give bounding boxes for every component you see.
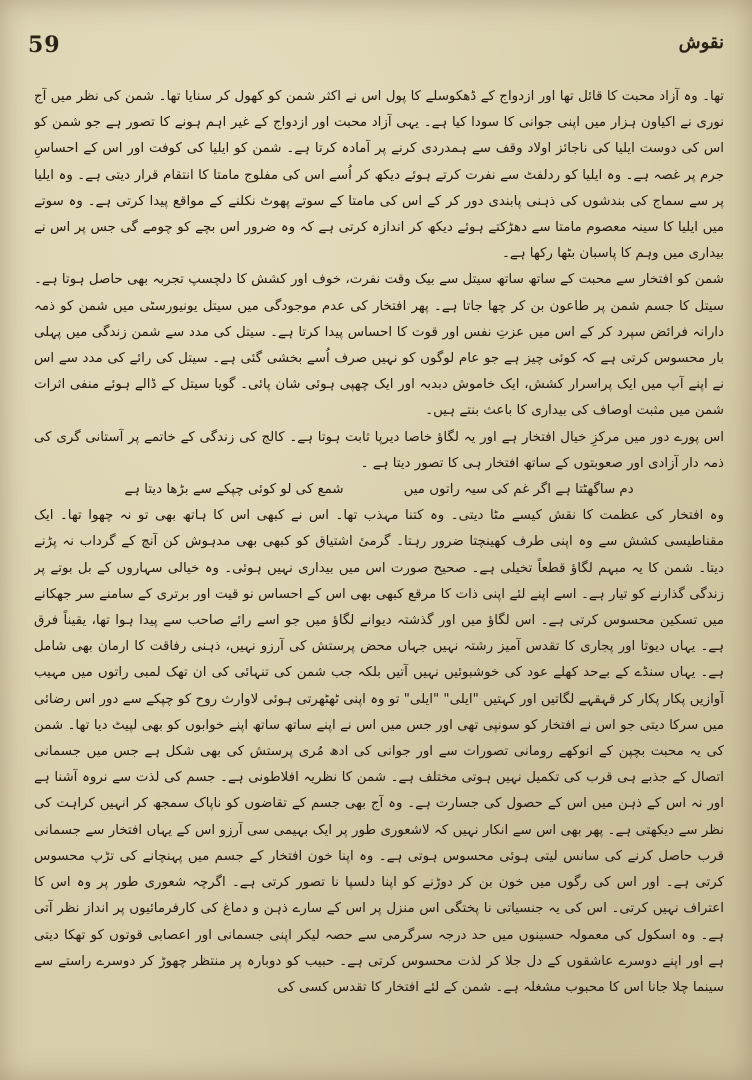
verse-couplet [34, 477, 724, 503]
paragraph-2: شمن کو افتخار سے محبت کے ساتھ ساتھ سیتل سے بیک وقت نفرت، خوف اور کشش کا دلچسپ تجربہ بھی حاصل ہوتا ہے۔ سیتل کا جسم شمن پر طاعون بن کر چھا جاتا ہے۔ پھر افتخار کی عدم موجودگی میں سیتل یونیورسٹی میں شمن کو ذمہ دارانہ فرائض سپرد کر کے اس میں عزتِ نفس اور قوت کا احساس پیدا کرتا ہے۔ سیتل کی مدد سے شمن زندگی میں پہلی بار محسوس کرتی ہے کہ کوئی چیز ہے جو عام لوگوں کو نہیں صرف اُسے بخشی گئی ہے۔ سیتل کی رائے کی مدد سے اس نے اپنے آپ میں ایک پراسرار کشش، ایک خاموش دبدبہ اور ایک چھپی ہوئی شان پائی۔ گویا سیتل کے ڈالے ہوئے منفی اثرات شمن میں مثبت اوصاف کی بیداری کا باعث بنتے ہیں۔ [34, 272, 724, 419]
paragraph-4: وہ افتخار کی عظمت کا نقش کیسے مٹا دیتی۔ وہ کتنا مہذب تھا۔ اس نے کبھی اس کا ہاتھ بھی تو نہ چھوا تھا۔ ایک مقناطیسی کشش سے وہ اپنی طرف کھینچتا ضرور رہتا۔ گرمیٔ اشتیاق کو کبھی بھی مدہوش کن آنچ کے گرداب نہ پڑنے دیتا۔ شمن کا یہ مبہم لگاؤ قطعاً تخیلی ہے۔ صحیح صورت اس میں بیداری نہیں ہوئی۔ وہ خیالی سہاروں کے بل بوتے پر زندگی گذارنے کو تیار ہے۔ اسے اپنے لئے اپنی ذات کا مرقع کبھی بھی اس کے احساس نو قیت اور برتری کے سامنے سر جھکانے میں تسکین محسوس کرتی ہے۔ اس لگاؤ میں اور گذشتہ دیوانے لگاؤ میں جو اسے رائے صاحب سے پیدا ہوا تھا، یقیناً فرق ہے۔ یہاں دیوتا اور پجاری کا تقدس آمیز رشتہ نہیں جہاں محض پرستش کی آرزو نہیں، ذہنی رفاقت کا ارمان بھی شامل ہے۔ یہاں سنڈے کے بےحد کھلے عود کی خوشبوئیں نہیں آتیں بلکہ جب شمن کی تنہائی کی ان تھک لمبی راتوں میں مہیب آوازیں پکار پکار کر قہقہے لگاتیں اور کہتیں "ایلی" "ایلی" تو وہ اپنی ٹھٹھرتی ہوئی لاوارث روح کو چپکے سے دور اس رضائی میں سرکا دیتی جو اس نے افتخار کو سونپی تھی اور جس میں اس نے اپنے ساتھ ساتھ اپنے خوابوں کو بھی لپیٹ دیا تھا۔ شمن کی یہ محبت بچپن کے انوکھے رومانی تصورات سے اور جوانی کی ادھ مُری پرستش کی بھی شکل ہے جس میں جسمانی اتصال کے جذبے ہی قرب کی تکمیل نہیں ہوتی مختلف ہے۔ شمن کا نظریہ افلاطونی ہے۔ جسم کی لذت سے نروہ آشنا ہے اور نہ اس کے ذہن میں اس کے حصول کی جسارت ہے۔ وہ آج بھی جسم کے تقاضوں کو ناپاک سمجھ کر انہیں کراہت کی نظر سے دیکھتی ہے۔ پھر بھی اس سے انکار نہیں کہ لاشعوری طور پر ایک بہیمی سی آرزو اس کے یہاں افتخار سے جسمانی قرب حاصل کرنے کی سانس لیتی ہوئی محسوس ہوتی ہے۔ وہ اپنا خون افتخار کے جسم میں پہنچانے کی تڑپ محسوس کرتی ہے۔ اور اس کی رگوں میں خون بن کر دوڑنے کو اپنا دلسپا نا تصور کرتی ہے۔ اگرچہ شعوری طور پر وہ اس کا اعتراف نہیں کرتی۔ اس کی یہ جنسیاتی نا پختگی اس منزل پر اس کے سارے ذہن و دماغ کی کارفرمائیوں پر انداز نظر آتی ہے۔ وہ اسکول کی معمولہ حسینوں میں حد درجہ سرگرمی سے حصہ لیکر اپنی جسمانی اور اعصابی قوتوں کو تھکا دیتی ہے اور اپنے دوسرے عاشقوں کے دل جلا کر لذت محسوس کرتی ہے۔ حبیب کو دوبارہ پر منتظر چھوڑ کر دوسرے راستے سے سینما چلا جانا اس کا محبوب مشغلہ ہے۔ شمن کے لئے افتخار کا تقدس کسی کی [34, 508, 724, 995]
running-title: نقوش [678, 32, 724, 53]
paragraph-1: تھا۔ وہ آزاد محبت کا قائل تھا اور ازدواج کے ڈھکوسلے کا پول اس نے اکثر شمن کو کھول کر سنایا تھا۔ شمن کی نظر میں آج نوری نے اکیاون ہزار میں اپنی جوانی کا سودا کیا ہے۔ یہی آزاد محبت اور ازدواج کے غیر اہم ہونے کا تصور ہے جو شمن کو اس کی دوست ایلیا کی ناجائز اولاد وقف سے ہمدردی کرنے پر آمادہ کرتا ہے۔ شمن کو ایلیا کی کوفت اور اس کے احساسِ جرم پر غصہ ہے۔ وہ ایلیا کو ردلفٹ سے نفرت کرتے ہوئے دیکھ کر اُسے اس کی مفلوج مامتا کا انتقام قرار دیتی ہے۔ وہ ایلیا پر سے سماج کی بندشوں کی ذہنی پابندی دور کر کے اس کی مامتا کے سوتے پھوٹ نکلنے کے مواقع پیدا کرتی ہے۔ وہ سوتے میں ایلیا کا سینہ معصوم مامتا سے دھڑکتے ہوئے دیکھ کر اندازہ کرتی ہے کہ وہ ضرور اس بچے کو چومے گی جس پر اس نے بیداری میں وہم کا پاسبان بٹھا رکھا ہے۔ [34, 89, 724, 262]
verse-line-first: دم ساگھٹتا ہے اگر غم کی سیہ راتوں میں [403, 482, 634, 498]
page-number: 59 [28, 32, 61, 58]
page-header [0, 18, 752, 68]
paragraph-3: اس پورے دور میں مرکزِ خیال افتخار ہے اور یہ لگاؤ خاصا دیرپا ثابت ہوتا ہے۔ کالج کی زندگی کے خاتمے پر آستانی گری کی ذمہ دار آزادی اور صعوبتوں کے ساتھ افتخار ہی کا تصور دیتا ہے ۔ [34, 429, 724, 471]
body-text [34, 84, 724, 1064]
verse-line-second: شمع کی لو کوئی چپکے سے بڑھا دیتا ہے [124, 482, 344, 498]
